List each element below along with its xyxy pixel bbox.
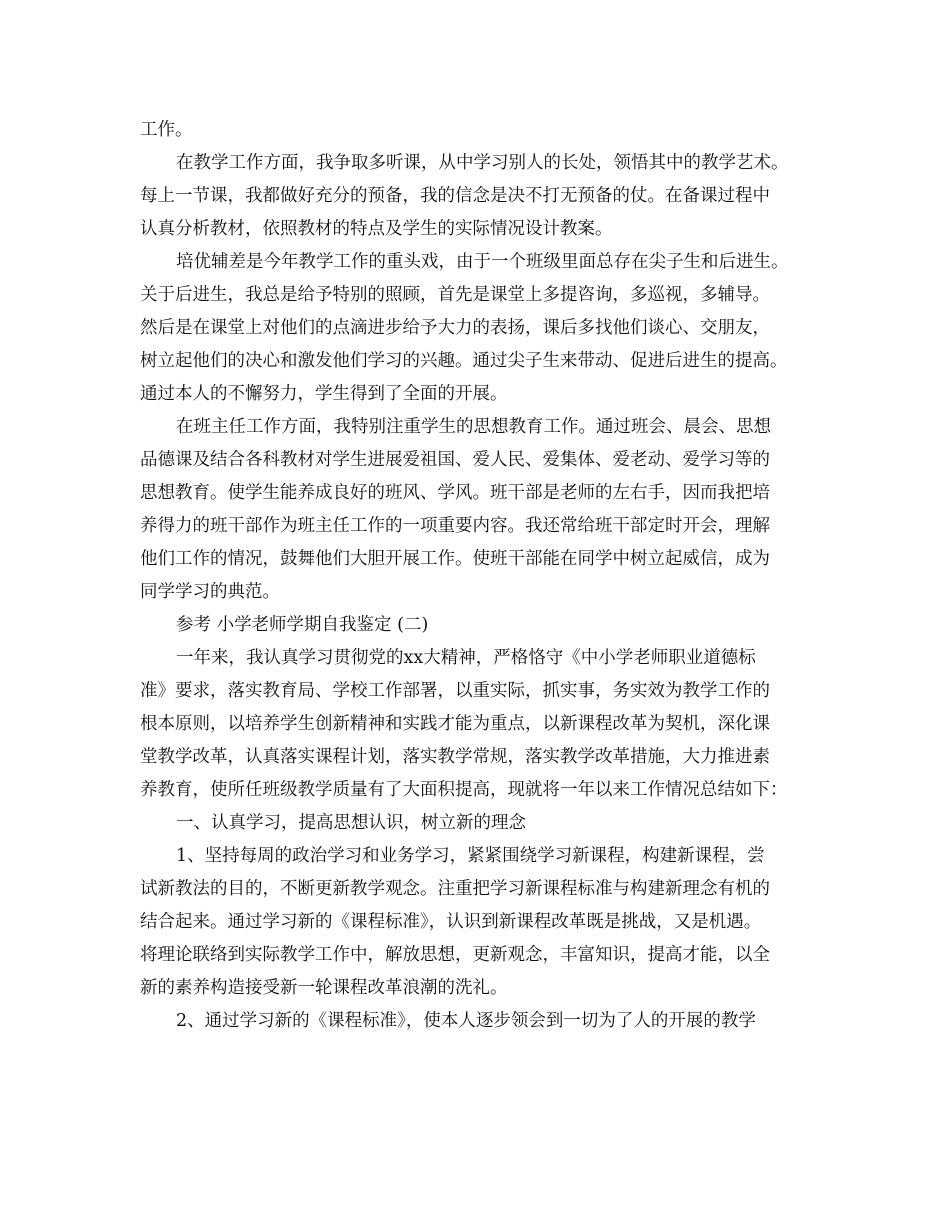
text-line: 在班主任工作方面，我特别注重学生的思想教育工作。通过班会、晨会、思想 <box>176 417 771 437</box>
text-line: 新的素养构造接受新一轮课程改革浪潮的洗礼。 <box>140 978 508 998</box>
text-line: 培优辅差是今年教学工作的重头戏，由于一个班级里面总存在尖子生和后进生。 <box>176 252 789 272</box>
text-line: 树立起他们的决心和激发他们学习的兴趣。通过尖子生来带动、促进后进生的提高。 <box>140 351 788 371</box>
text-line: 工作。 <box>140 120 193 140</box>
text-line: 试新教法的目的，不断更新教学观念。注重把学习新课程标准与构建新理念有机的 <box>140 879 770 899</box>
text-line: 根本原则，以培养学生创新精神和实践才能为重点，以新课程改革为契机，深化课 <box>140 714 770 734</box>
document-body <box>140 114 830 1038</box>
text-line: 每上一节课，我都做好充分的预备，我的信念是决不打无预备的仗。在备课过程中 <box>140 186 770 206</box>
text-line: 结合起来。通过学习新的《课程标准》，认识到新课程改革既是挑战，又是机遇。 <box>140 912 762 932</box>
text-line: 同学学习的典范。 <box>140 582 280 602</box>
text-line: 堂教学改革，认真落实课程计划，落实教学常规，落实教学改革措施，大力推进素 <box>140 747 770 767</box>
text-line: 品德课及结合各科教材对学生进展爱祖国、爱人民、爱集体、爱老动、爱学习等的 <box>140 450 770 470</box>
text-line: 将理论联络到实际教学工作中，解放思想，更新观念，丰富知识，提高才能，以全 <box>140 945 770 965</box>
text-line: 养教育，使所任班级教学质量有了大面积提高，现就将一年以来工作情况总结如下： <box>140 780 788 800</box>
text-line: 认真分析教材，依照教材的特点及学生的实际情况设计教案。 <box>140 219 613 239</box>
text-line: 在教学工作方面，我争取多听课，从中学习别人的长处，领悟其中的教学艺术。 <box>176 153 789 173</box>
text-line: 2、通过学习新的《课程标准》，使本人逐步领会到一切为了人的开展的教学 <box>176 1011 756 1031</box>
text-line: 他们工作的情况，鼓舞他们大胆开展工作。使班干部能在同学中树立起威信，成为 <box>140 549 770 569</box>
text-line: 一年来，我认真学习贯彻党的xx大精神，严格恪守《中小学老师职业道德标 <box>176 648 756 668</box>
text-line: 思想教育。使学生能养成良好的班风、学风。班干部是老师的左右手，因而我把培 <box>140 483 770 503</box>
section-heading: 参考 小学老师学期自我鉴定 (二) <box>176 615 429 635</box>
text-line: 通过本人的不懈努力，学生得到了全面的开展。 <box>140 384 508 404</box>
text-line: 1、坚持每周的政治学习和业务学习，紧紧围绕学习新课程，构建新课程，尝 <box>176 846 765 866</box>
text-line: 关于后进生，我总是给予特别的照顾，首先是课堂上多提咨询，多巡视，多辅导。 <box>140 285 770 305</box>
text-line: 准》要求，落实教育局、学校工作部署，以重实际，抓实事，务实效为教学工作的 <box>140 681 770 701</box>
text-line: 然后是在课堂上对他们的点滴进步给予大力的表扬，课后多找他们谈心、交朋友， <box>140 318 770 338</box>
text-line: 养得力的班干部作为班主任工作的一项重要内容。我还常给班干部定时开会，理解 <box>140 516 770 536</box>
subsection-heading: 一、认真学习，提高思想认识，树立新的理念 <box>176 813 526 833</box>
